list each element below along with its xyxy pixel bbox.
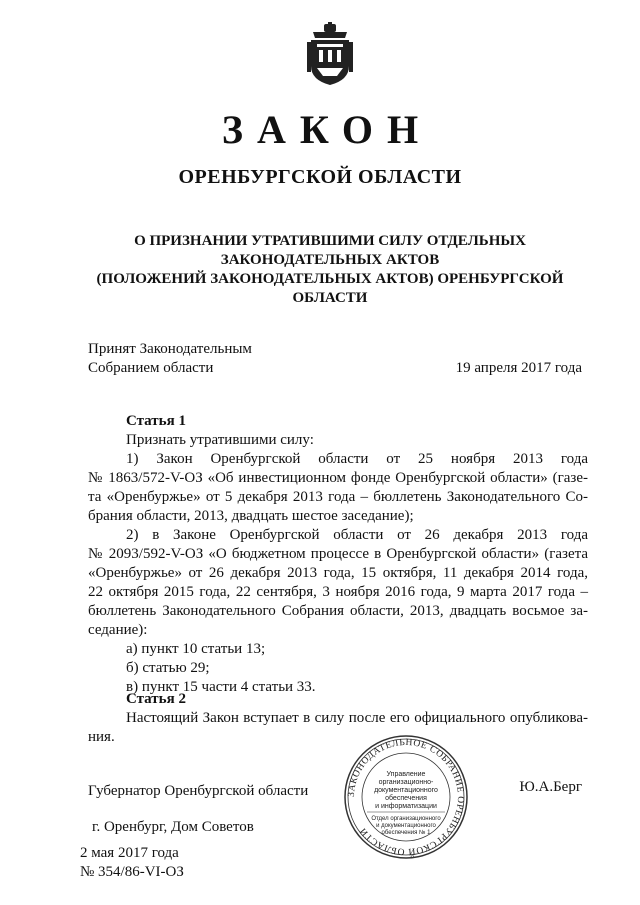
signing-date: 2 мая 2017 года (80, 845, 179, 861)
signatory-name: Ю.А.Берг (519, 779, 582, 795)
seal-bottom-line: и документационного (376, 823, 436, 829)
adoption-date: 19 апреля 2017 года (455, 360, 582, 376)
article-1-line: 22 октября 2015 года, 22 сентября, 3 ноября 2016 года, 9 марта 2017 года – (88, 584, 588, 600)
article-2-heading: Статья 2 (126, 691, 186, 707)
article-2-line: ния. (88, 729, 115, 745)
subject-line: О ПРИЗНАНИИ УТРАТИВШИМИ СИЛУ ОТДЕЛЬНЫХ (134, 233, 526, 249)
document-title: ЗАКОН (221, 107, 433, 152)
article-1-line: «Оренбуржье» от 26 декабря 2013 года, 15 октября, 11 декабря 2014 года, (88, 565, 588, 581)
article-2-line: Настоящий Закон вступает в силу после его официального опубликова- (126, 710, 588, 726)
subject-line: ОБЛАСТИ (292, 290, 368, 306)
seal-bottom-line: обеспечения № 1 (381, 830, 431, 836)
article-1-line: та «Оренбуржье» от 5 декабря 2013 года – бюллетень Законодательного Со- (88, 489, 588, 505)
article-1-item: в) пункт 15 части 4 статьи 33. (126, 679, 316, 695)
seal-bottom-line: Отдел организационного (371, 816, 441, 822)
law-number: № 354/86-VI-ОЗ (80, 864, 184, 880)
article-1-line: 1) Закон Оренбургской области от 25 ноября 2013 года (126, 451, 588, 467)
signing-place: г. Оренбург, Дом Советов (92, 819, 254, 835)
seal-inner-line: Управление (386, 771, 426, 778)
adoption-line: Принят Законодательным (88, 341, 252, 357)
seal-inner-line: организационно- (378, 779, 434, 786)
seal-outer-text: ЗАКОНОДАТЕЛЬНОЕ СОБРАНИЕ ОРЕНБУРГСКОЙ ОБЛАСТИ (346, 737, 466, 857)
article-1-line: № 1863/572-V-ОЗ «Об инвестиционном фонде Оренбургской области» (газе- (88, 470, 588, 486)
seal-inner-line: документационного (374, 787, 438, 794)
seal-inner-line: и информатизации (375, 803, 437, 810)
article-1-line: 2) в Законе Оренбургской области от 26 декабря 2013 года (126, 527, 588, 543)
subject-line: (ПОЛОЖЕНИЙ ЗАКОНОДАТЕЛЬНЫХ АКТОВ) ОРЕНБУРГСКОЙ (96, 271, 564, 287)
article-1-line: бюллетень Законодательного Собрания области, 2013, двадцать восьмое за- (88, 603, 588, 619)
official-seal-stamp (343, 734, 469, 860)
region-title: ОРЕНБУРГСКОЙ ОБЛАСТИ (178, 166, 462, 188)
coat-of-arms-icon (307, 22, 353, 86)
signatory-position: Губернатор Оренбургской области (88, 783, 309, 799)
article-1-heading: Статья 1 (126, 413, 186, 429)
article-1-line: брания области, 2013, двадцать шестое заседание); (88, 508, 414, 524)
adoption-info (88, 340, 252, 378)
article-1-item: а) пункт 10 статьи 13; (126, 641, 266, 657)
article-1-line: седание): (88, 622, 148, 638)
article-1-intro: Признать утратившими силу: (126, 432, 314, 448)
seal-inner-line: обеспечения (385, 795, 427, 802)
article-1-item: б) статью 29; (126, 660, 210, 676)
adoption-line: Собранием области (88, 360, 214, 376)
article-1-line: № 2093/592-V-ОЗ «О бюджетном процессе в Оренбургской области» (газета (88, 546, 588, 562)
subject-line: ЗАКОНОДАТЕЛЬНЫХ АКТОВ (220, 252, 440, 268)
law-subject (80, 232, 580, 308)
